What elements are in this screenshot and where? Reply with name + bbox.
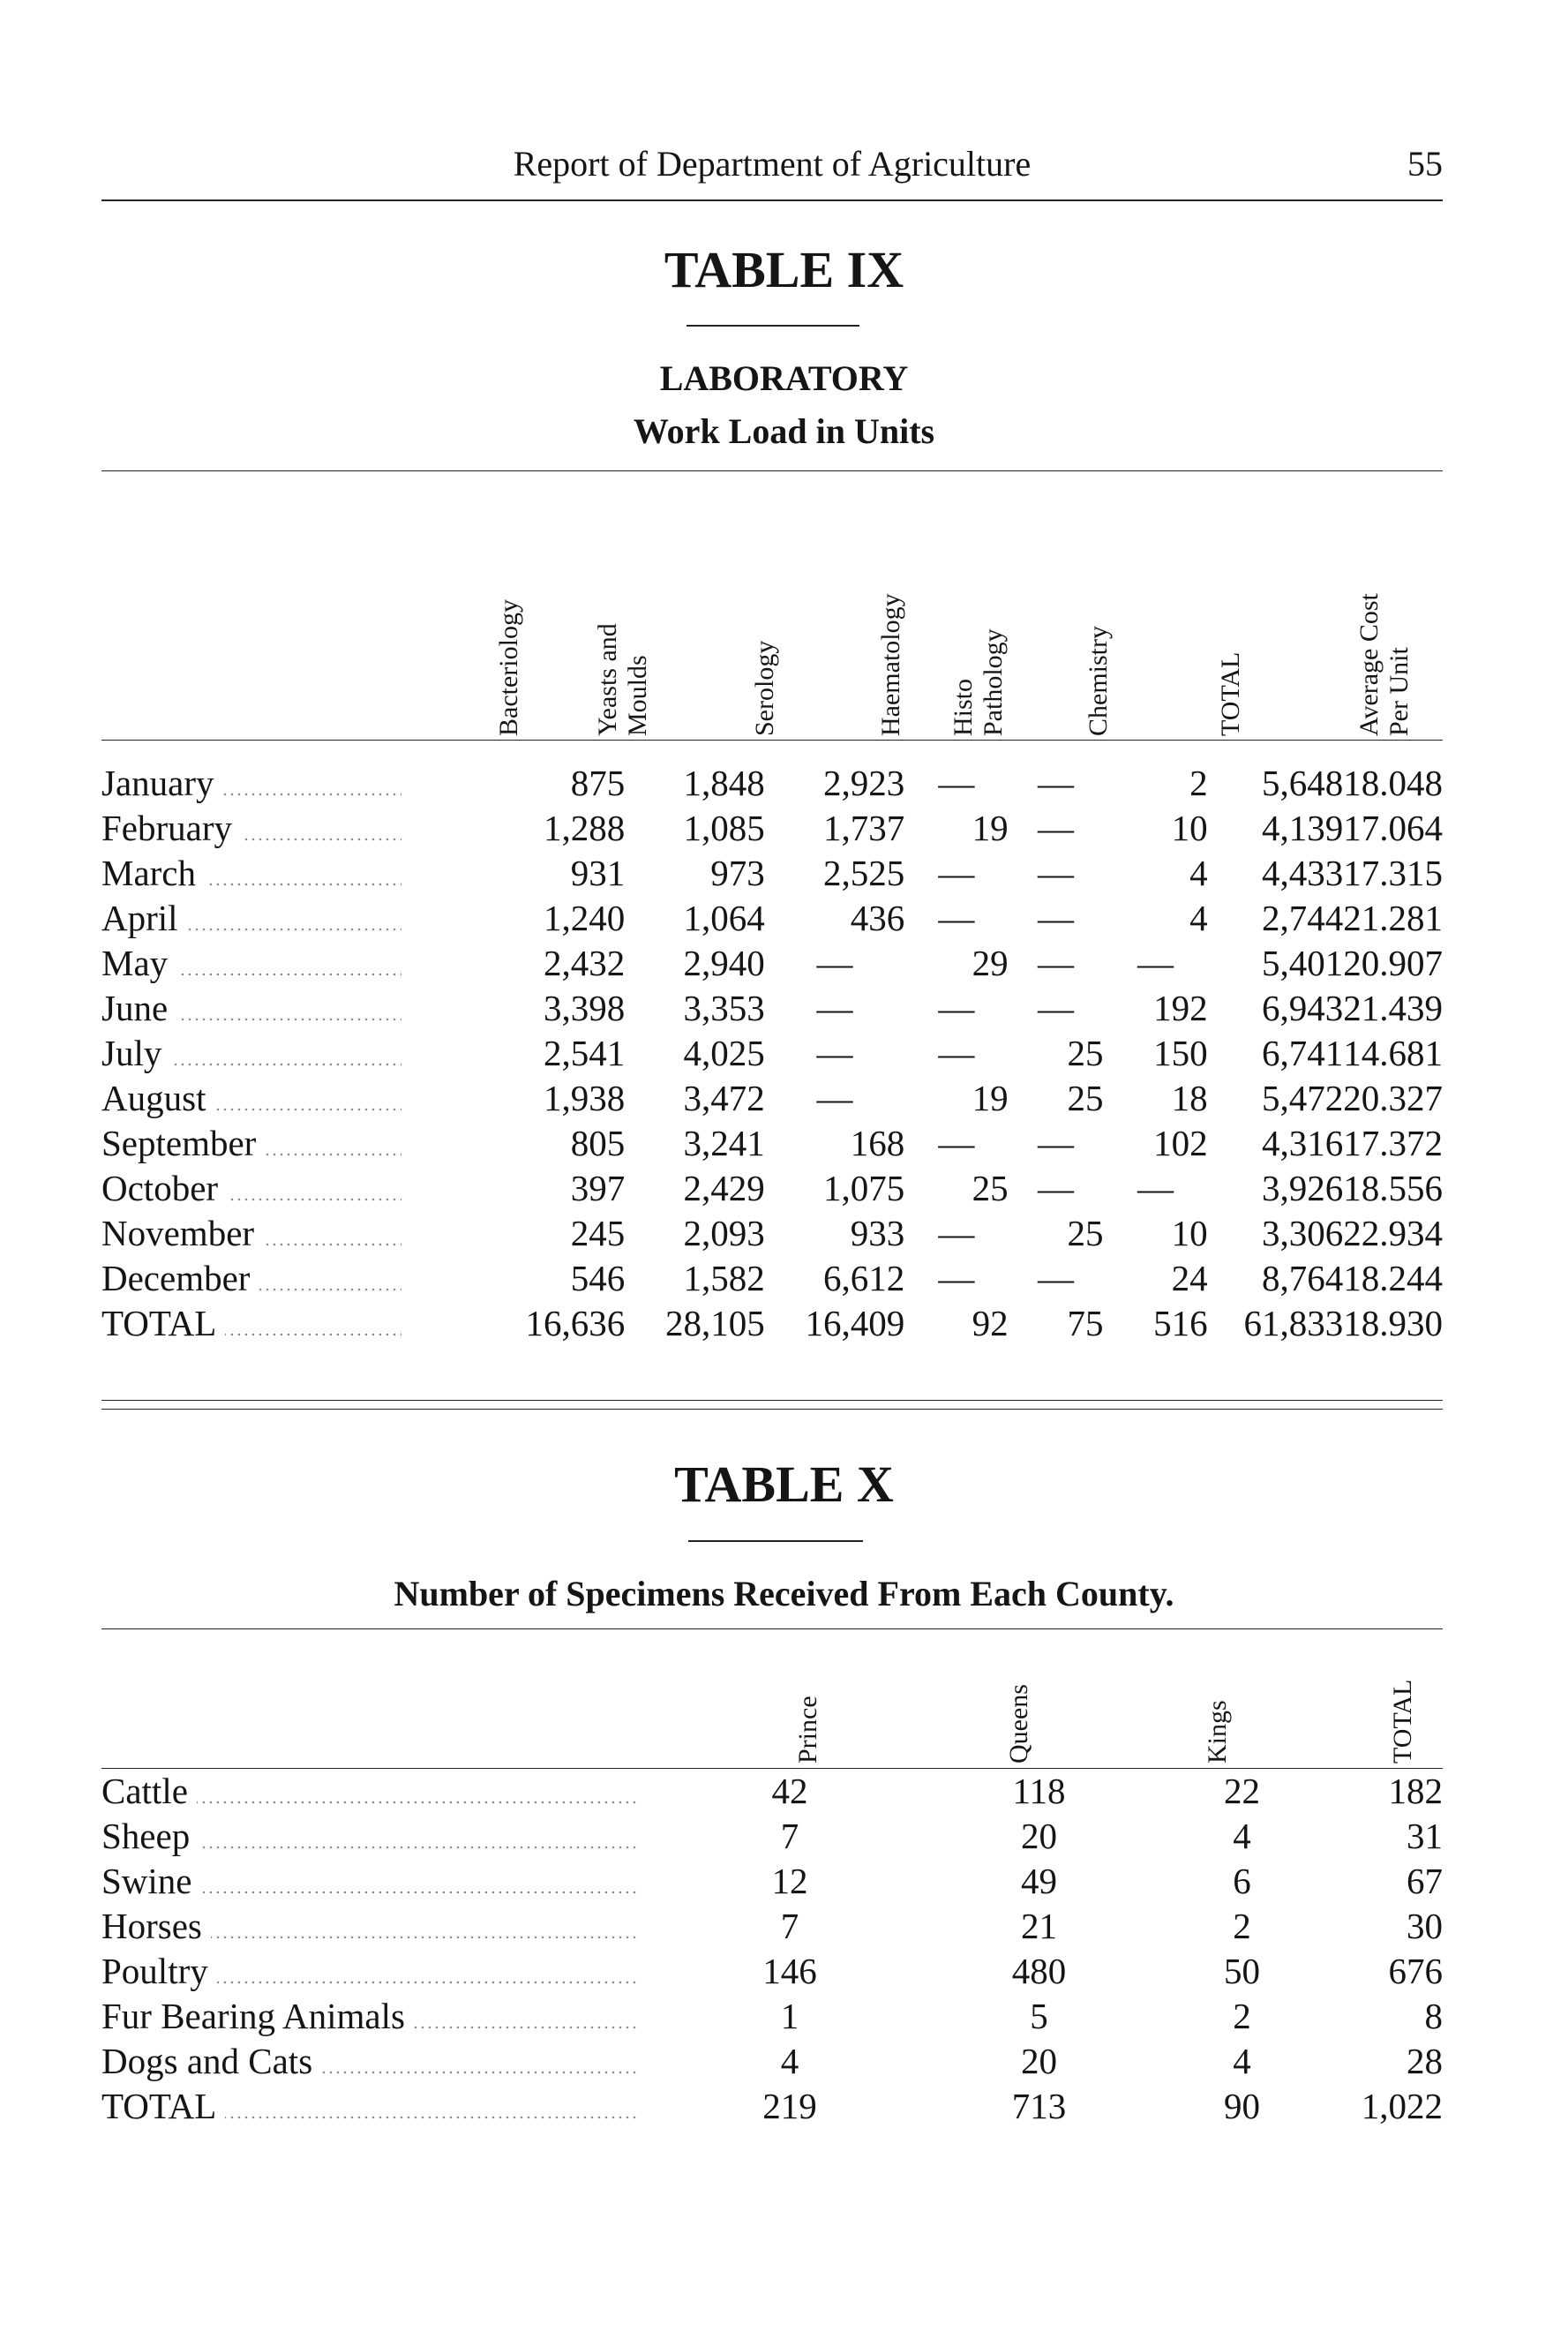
table9-row-label-text: May: [101, 943, 176, 983]
table10-cell: 31: [1407, 1816, 1443, 1856]
table9-cell: —: [938, 1033, 975, 1073]
table9-cell: 3,241: [683, 1123, 765, 1163]
table10-cell: 219: [762, 2086, 817, 2126]
table9-row-september: [101, 1121, 1443, 1166]
table10-cell: 676: [1388, 1951, 1443, 1991]
table9-cell: —: [1038, 988, 1075, 1028]
table9-cell: 21.439: [1343, 988, 1443, 1028]
table9-row-label: [101, 851, 401, 896]
table9-cell: —: [938, 898, 975, 938]
table9-cell: 25: [1067, 1078, 1104, 1118]
table9-cell: —: [938, 988, 975, 1028]
table10-cell: 12: [771, 1861, 808, 1901]
table9-row-label-text: December: [101, 1258, 259, 1298]
table9-row-label-text: April: [101, 898, 187, 938]
table9-cell: 22.934: [1343, 1213, 1443, 1253]
table9-cell: 2,525: [822, 853, 905, 893]
table9-cell: 3,926: [1261, 1168, 1344, 1208]
table9-cell: 1,582: [683, 1258, 765, 1298]
table9-cell: 931: [570, 853, 626, 893]
table10-cell: 49: [1021, 1861, 1057, 1901]
running-header-title: Report of Department of Agriculture: [513, 144, 1032, 184]
table10-row-label: [101, 1949, 640, 1994]
table9-cell: 805: [570, 1123, 626, 1163]
separator-rule-top: [101, 1400, 1443, 1401]
table10-row: [101, 1859, 1443, 1904]
page-number: 55: [1407, 144, 1443, 184]
table10-row-label-text: TOTAL: [101, 2086, 225, 2126]
table9-cell: 5,472: [1261, 1078, 1344, 1118]
table9-row-label-text: March: [101, 853, 205, 893]
table9-col-header-6-line-0: TOTAL: [1216, 651, 1245, 736]
table9-cell: 150: [1153, 1033, 1208, 1073]
table9-cell: 2,429: [683, 1168, 765, 1208]
table9-cell: 25: [1067, 1033, 1104, 1073]
table9-cell: 2,940: [683, 943, 765, 983]
table9-cell: 3,472: [683, 1078, 765, 1118]
table9-col-header-4-line-1: Pathology: [979, 628, 1008, 736]
table9-row-august: [101, 1076, 1443, 1121]
table10-row-label-text: Cattle: [101, 1771, 197, 1811]
table9-cell: 16,636: [525, 1303, 626, 1343]
table10-cell: 22: [1224, 1771, 1260, 1811]
table9-row-may: [101, 941, 1443, 986]
table9-cell: 1,737: [822, 808, 905, 848]
table9-cell: 168: [850, 1123, 905, 1163]
table10-cell: 146: [762, 1951, 817, 1991]
table9-cell: 18.244: [1343, 1258, 1443, 1298]
table10-cell: 4: [780, 2041, 799, 2081]
table10-row-label-text: Sheep: [101, 1816, 199, 1856]
table9-subtitle: LABORATORY: [659, 358, 909, 398]
table9-row-october: [101, 1166, 1443, 1211]
table9-col-header-4-line-0: Histo: [949, 678, 978, 736]
table9-cell: —: [938, 763, 975, 803]
table9-row-february: [101, 806, 1443, 851]
table10-row: [101, 1769, 1443, 1814]
table9-col-header-7-line-0: Average Cost: [1354, 593, 1384, 736]
table9-title: TABLE IX: [664, 241, 904, 298]
table9-cell: 19: [972, 808, 1009, 848]
table9-cell: 24: [1171, 1258, 1208, 1298]
table9-cell: 75: [1067, 1303, 1104, 1343]
table9-cell: —: [1038, 1168, 1075, 1208]
table10-cell: 1,022: [1361, 2086, 1443, 2126]
table9-row-total: [101, 1301, 1443, 1346]
table9-cell: —: [1137, 1168, 1174, 1208]
table9-row-january: [101, 761, 1443, 806]
table9-cell: 18.930: [1343, 1303, 1443, 1343]
table9-cell: 4: [1189, 853, 1208, 893]
table9-cell: —: [1038, 853, 1075, 893]
table10-row: [101, 2039, 1443, 2084]
table9-row-march: [101, 851, 1443, 896]
table9-cell: 2,744: [1261, 898, 1344, 938]
table9-cell: 17.064: [1343, 808, 1443, 848]
table9-row-label: [101, 1211, 401, 1256]
table9-cell: 4: [1189, 898, 1208, 938]
table9-col-header-2-line-0: Serology: [750, 640, 779, 736]
table9-row-label-text: June: [101, 988, 176, 1028]
table10-row-label: [101, 1994, 640, 2039]
table10-cell: 1: [780, 1996, 799, 2036]
table10-subtitle: Number of Specimens Received From Each County.: [394, 1574, 1174, 1613]
table10-cell: 42: [771, 1771, 808, 1811]
table9-cell: 1,064: [683, 898, 765, 938]
table9-cell: 875: [570, 763, 626, 803]
table9-row-november: [101, 1211, 1443, 1256]
table9-subtitle2: Work Load in Units: [633, 411, 935, 451]
table9-row-july: [101, 1031, 1443, 1076]
table9-cell: —: [1038, 808, 1075, 848]
table9-row-label: [101, 1031, 401, 1076]
table10-cell: 4: [1233, 1816, 1251, 1856]
table9-cell: 6,741: [1261, 1033, 1344, 1073]
table10-cell: 480: [1011, 1951, 1067, 1991]
table9-cell: 1,938: [543, 1078, 626, 1118]
table9-cell: —: [1137, 943, 1174, 983]
table9-cell: 933: [850, 1213, 905, 1253]
table10-row: [101, 1904, 1443, 1949]
table9-row-label: [101, 1121, 401, 1166]
table9-row-label-text: November: [101, 1213, 263, 1253]
table10-col-header-total: TOTAL: [1388, 1679, 1417, 1764]
table9-cell: —: [816, 988, 853, 1028]
table10-col-header-kings: Kings: [1203, 1700, 1232, 1764]
table9-cell: —: [816, 943, 853, 983]
table10-row: [101, 1814, 1443, 1859]
table10-row-label-text: Dogs and Cats: [101, 2041, 321, 2081]
table9-cell: 546: [570, 1258, 626, 1298]
table9-row-label-text: January: [101, 763, 223, 803]
table9-cell: 2,923: [822, 763, 905, 803]
table9-cell: —: [1038, 1123, 1075, 1163]
table9-row-label: [101, 806, 401, 851]
table9-cell: 1,240: [543, 898, 626, 938]
table10-row-label: [101, 1769, 640, 1814]
table9-col-header-0-line-0: Bacteriology: [494, 599, 523, 736]
table9-cell: 21.281: [1343, 898, 1443, 938]
table10-row-label: [101, 1904, 640, 1949]
table10-cell: 6: [1233, 1861, 1251, 1901]
table10-row-label: [101, 1814, 640, 1859]
table9-cell: 1,075: [822, 1168, 905, 1208]
table10-col-header-prince: Prince: [793, 1696, 822, 1764]
table10-title: TABLE X: [674, 1455, 894, 1513]
table10-row: [101, 1949, 1443, 1994]
table10-row-label-text: Swine: [101, 1861, 201, 1901]
table9-cell: —: [1038, 763, 1075, 803]
table9-row-label: [101, 1301, 401, 1346]
table10-row-label: [101, 1859, 640, 1904]
table9-row-label-text: TOTAL: [101, 1303, 225, 1343]
table10-cell: 713: [1011, 2086, 1067, 2126]
running-header: [101, 143, 1443, 187]
table9-cell: 16,409: [805, 1303, 905, 1343]
table10-cell: 67: [1407, 1861, 1443, 1901]
table9-row-label: [101, 761, 401, 806]
header-rule: [101, 199, 1443, 201]
table9-cell: 25: [1067, 1213, 1104, 1253]
table9-col-header-1-line-1: Moulds: [623, 655, 652, 736]
table9-cell: 2,432: [543, 943, 626, 983]
table10-cell: 30: [1407, 1906, 1443, 1946]
table9-cell: 245: [570, 1213, 626, 1253]
table10-row-label-text: Poultry: [101, 1951, 217, 1991]
table9-row-december: [101, 1256, 1443, 1301]
table9-cell: 1,085: [683, 808, 765, 848]
table9-cell: 2: [1189, 763, 1208, 803]
table9-cell: —: [938, 1258, 975, 1298]
table10-row: [101, 2084, 1443, 2129]
table9-cell: 4,025: [683, 1033, 765, 1073]
table9-cell: 973: [710, 853, 765, 893]
separator-rule-bottom: [101, 1409, 1443, 1410]
table10-cell: 90: [1224, 2086, 1260, 2126]
table10-cell: 2: [1233, 1996, 1251, 2036]
table10-cell: 21: [1021, 1906, 1057, 1946]
table9-row-label-text: October: [101, 1168, 227, 1208]
table9-cell: —: [1038, 1258, 1075, 1298]
table9-col-header-1-line-0: Yeasts and: [593, 623, 622, 736]
table10-title-rule: [688, 1540, 863, 1542]
table9-row-label-text: September: [101, 1123, 265, 1163]
table9: [101, 761, 1443, 1346]
table9-cell: 18: [1171, 1078, 1208, 1118]
table9-cell: 3,398: [543, 988, 626, 1028]
table9-col-header-7-line-1: Per Unit: [1384, 647, 1414, 736]
table9-cell: —: [1038, 898, 1075, 938]
table9-cell: 102: [1153, 1123, 1208, 1163]
table9-cell: 20.327: [1343, 1078, 1443, 1118]
table9-cell: 4,433: [1261, 853, 1344, 893]
table9-cell: 6,943: [1261, 988, 1344, 1028]
table9-row-label-text: August: [101, 1078, 214, 1118]
table9-cell: 8,764: [1261, 1258, 1344, 1298]
table9-col-header-5-line-0: Chemistry: [1084, 626, 1113, 736]
table9-cell: 5,648: [1261, 763, 1344, 803]
table9-cell: 2,541: [543, 1033, 626, 1073]
table9-row-label: [101, 986, 401, 1031]
table9-cell: 29: [972, 943, 1009, 983]
table10-cell: 5: [1030, 1996, 1048, 2036]
table10-cell: 7: [780, 1906, 799, 1946]
table9-cell: 516: [1153, 1303, 1208, 1343]
table10-cell: 7: [780, 1816, 799, 1856]
table9-cell: 4,139: [1261, 808, 1344, 848]
table9-cell: 28,105: [664, 1303, 765, 1343]
table10-row-label-text: Horses: [101, 1906, 211, 1946]
table10-cell: 4: [1233, 2041, 1251, 2081]
table10-cell: 182: [1388, 1771, 1443, 1811]
table9-cell: 20.907: [1343, 943, 1443, 983]
table9-row-label: [101, 1166, 401, 1211]
table9-cell: —: [816, 1033, 853, 1073]
table9-cell: 397: [570, 1168, 626, 1208]
table10-cell: 50: [1224, 1951, 1260, 1991]
table9-cell: 192: [1153, 988, 1208, 1028]
table9-cell: 61,833: [1243, 1303, 1344, 1343]
table9-cell: 18.048: [1343, 763, 1443, 803]
table9-cell: 3,306: [1261, 1213, 1344, 1253]
table9-cell: 3,353: [683, 988, 765, 1028]
table10-top-rule: [101, 1628, 1443, 1629]
table9-cell: 17.372: [1343, 1123, 1443, 1163]
table9-cell: 4,316: [1261, 1123, 1344, 1163]
table10-row-label: [101, 2084, 640, 2129]
table10-cell: 8: [1424, 1996, 1443, 2036]
table10-cell: 20: [1021, 1816, 1057, 1856]
table9-cell: —: [938, 853, 975, 893]
table9-cell: —: [1038, 943, 1075, 983]
table9-cell: 1,848: [683, 763, 765, 803]
table10-row-label: [101, 2039, 640, 2084]
table9-row-label: [101, 896, 401, 941]
table9-cell: 5,401: [1261, 943, 1344, 983]
table9-title-rule: [686, 325, 859, 327]
table10-row: [101, 1994, 1443, 2039]
table9-cell: 10: [1171, 808, 1208, 848]
table9-cell: 14.681: [1343, 1033, 1443, 1073]
table10-cell: 20: [1021, 2041, 1057, 2081]
table10-cell: 2: [1233, 1906, 1251, 1946]
table9-cell: —: [938, 1123, 975, 1163]
table9-top-rule: [101, 470, 1443, 471]
table9-cell: 436: [850, 898, 905, 938]
table9-cell: 25: [972, 1168, 1009, 1208]
table9-row-april: [101, 896, 1443, 941]
table9-cell: 1,288: [543, 808, 626, 848]
table10-col-header-queens: Queens: [1004, 1684, 1033, 1764]
table9-cell: 17.315: [1343, 853, 1443, 893]
table9-row-label-text: February: [101, 808, 241, 848]
table9-cell: 6,612: [822, 1258, 905, 1298]
table9-row-label: [101, 941, 401, 986]
table10: [101, 1769, 1443, 2129]
table9-row-label: [101, 1076, 401, 1121]
table9-row-june: [101, 986, 1443, 1031]
table10-cell: 118: [1012, 1771, 1066, 1811]
table9-cell: —: [938, 1213, 975, 1253]
table9-header-rule: [101, 740, 1443, 741]
table9-cell: 2,093: [683, 1213, 765, 1253]
table9-row-label-text: July: [101, 1033, 170, 1073]
table9-cell: 18.556: [1343, 1168, 1443, 1208]
table9-cell: 19: [972, 1078, 1009, 1118]
table10-cell: 28: [1407, 2041, 1443, 2081]
table10-row-label-text: Fur Bearing Animals: [101, 1996, 414, 2036]
table9-row-label: [101, 1256, 401, 1301]
table9-cell: 92: [972, 1303, 1009, 1343]
table9-cell: 10: [1171, 1213, 1208, 1253]
table9-col-header-3-line-0: Haematology: [876, 593, 905, 736]
table9-cell: —: [816, 1078, 853, 1118]
